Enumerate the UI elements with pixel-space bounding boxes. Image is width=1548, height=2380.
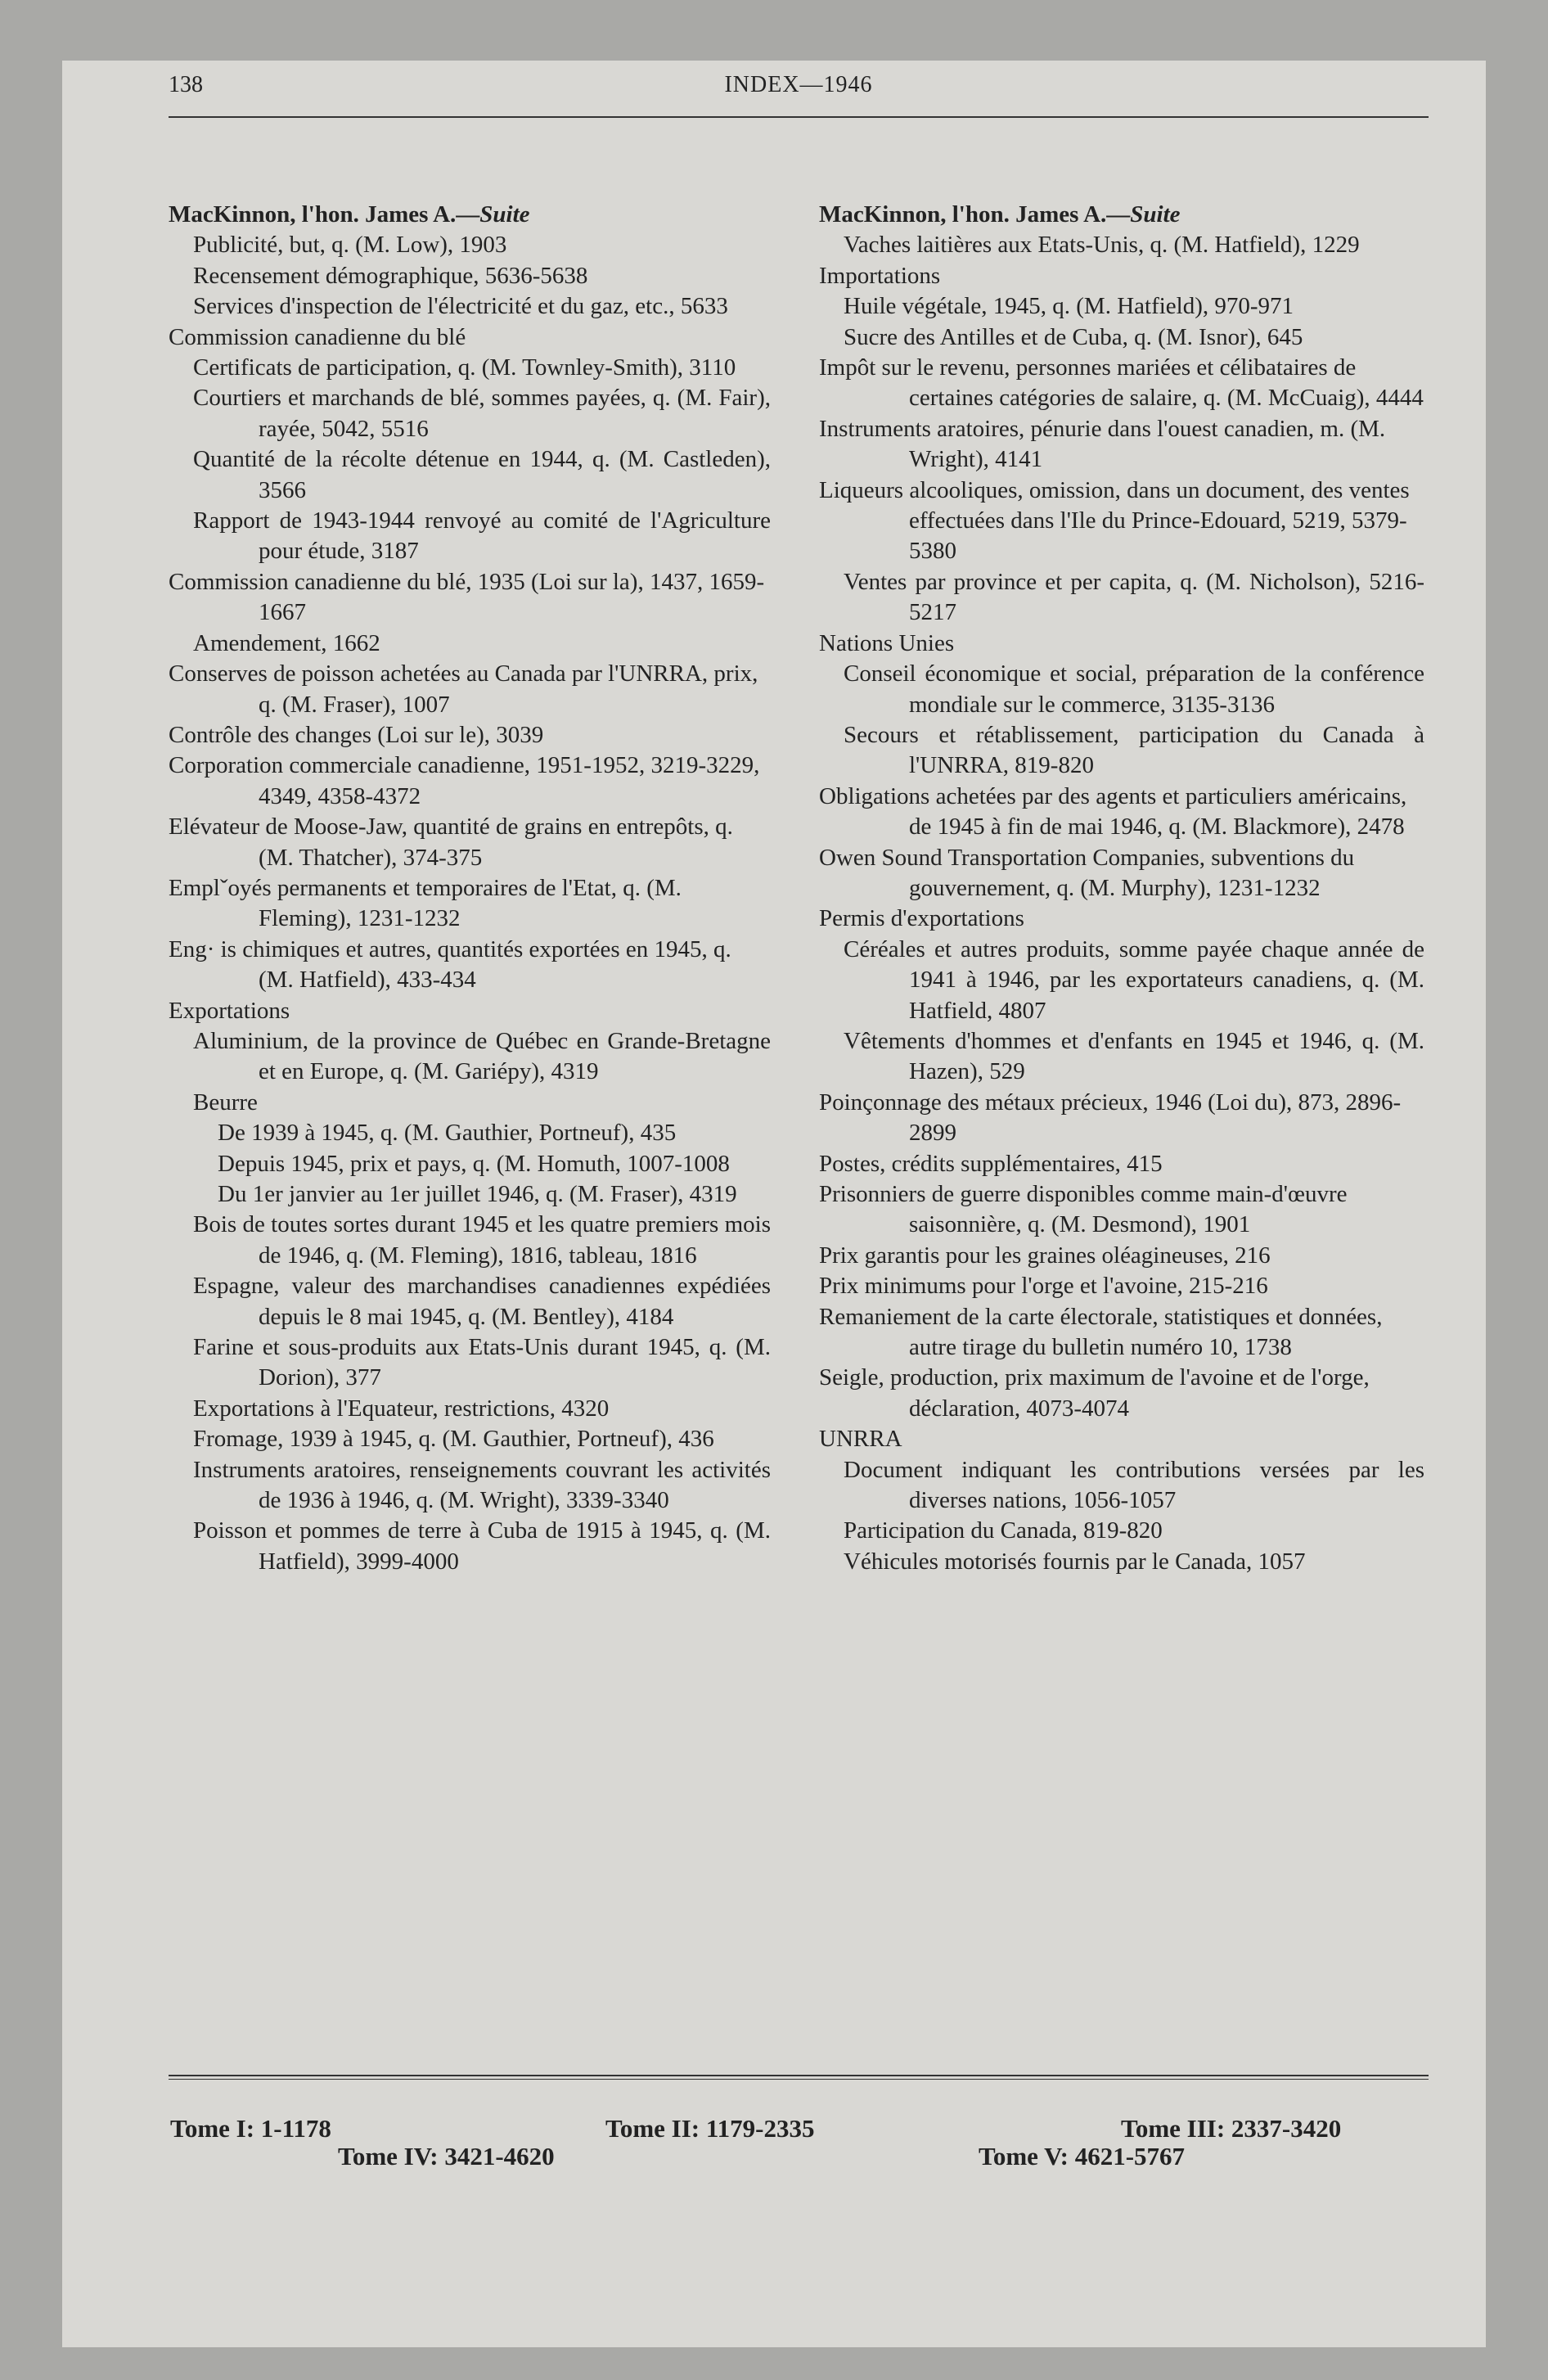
index-entry: Publicité, but, q. (M. Low), 1903 (193, 232, 507, 259)
column-heading: MacKinnon, l'hon. James A.—Suite (819, 201, 1181, 228)
index-entry: Espagne, valeur des marchandises canadiennes expédiées depuis le 8 mai 1945, q. (M. Bentley), 4184 (193, 1273, 771, 1330)
index-entry: Beurre (193, 1089, 258, 1116)
index-entry: UNRRA (819, 1426, 902, 1453)
index-entry: Véhicules motorisés fournis par le Canada, 1057 (844, 1548, 1306, 1575)
tome-2: Tome II: 1179-2335 (605, 2114, 815, 2143)
index-entry: Liqueurs alcooliques, omission, dans un document, des ventes effectuées dans l'Ile du Prince-Edouard, 5219, 5379-5380 (819, 476, 1410, 565)
index-entry: Sucre des Antilles et de Cuba, q. (M. Isnor), 645 (844, 323, 1303, 350)
index-entry: Poinçonnage des métaux précieux, 1946 (Loi du), 873, 2896-2899 (819, 1089, 1402, 1147)
index-entry: Conseil économique et social, préparation de la conférence mondiale sur le commerce, 3135-3136 (844, 660, 1424, 718)
right-column (819, 200, 1424, 1577)
index-entry: Owen Sound Transportation Companies, subventions du gouvernement, q. (M. Murphy), 1231-1232 (819, 844, 1355, 901)
index-entry: Contrôle des changes (Loi sur le), 3039 (169, 721, 544, 748)
page-title: INDEX—1946 (724, 72, 873, 97)
left-column (169, 200, 771, 1577)
index-entry: Rapport de 1943-1944 renvoyé au comité de l'Agriculture pour étude, 3187 (193, 507, 771, 565)
index-entry: Céréales et autres produits, somme payée chaque année de 1941 à 1946, par les exportateurs canadiens, q. (M. Hatfield, 4807 (844, 935, 1424, 1024)
index-entry: Farine et sous-produits aux Etats-Unis durant 1945, q. (M. Dorion), 377 (193, 1334, 771, 1391)
index-entry: Exportations à l'Equateur, restrictions, 4320 (193, 1395, 610, 1422)
index-entry: Certificats de participation, q. (M. Townley-Smith), 3110 (193, 354, 736, 381)
tome-3: Tome III: 2337-3420 (1121, 2114, 1342, 2143)
header-rule (169, 116, 1429, 118)
index-entry: Recensement démographique, 5636-5638 (193, 262, 588, 289)
footer-rule-thin (169, 2079, 1429, 2080)
index-entry: Services d'inspection de l'électricité et du gaz, etc., 5633 (193, 293, 728, 320)
index-entry: Document indiquant les contributions versées par les diverses nations, 1056-1057 (844, 1456, 1424, 1514)
index-entry: Impôt sur le revenu, personnes mariées et célibataires de certaines catégories de salaire, q. (M. McCuaig), 4444 (819, 354, 1424, 412)
footer-rule (169, 2075, 1429, 2076)
index-entry: Eng· is chimiques et autres, quantités exportées en 1945, q. (M. Hatfield), 433-434 (169, 935, 731, 994)
tome-4: Tome IV: 3421-4620 (338, 2142, 555, 2170)
index-entry: Ventes par province et per capita, q. (M. Nicholson), 5216-5217 (844, 568, 1424, 626)
index-entry: Prix minimums pour l'orge et l'avoine, 215-216 (819, 1273, 1268, 1300)
index-entry: Postes, crédits supplémentaires, 415 (819, 1150, 1163, 1177)
index-entry: Remaniement de la carte électorale, statistiques et données, autre tirage du bulletin numéro 10, 1738 (819, 1303, 1383, 1361)
index-entry: Nations Unies (819, 629, 955, 656)
index-entry: Poisson et pommes de terre à Cuba de 1915 à 1945, q. (M. Hatfield), 3999-4000 (193, 1517, 771, 1575)
index-entry: Participation du Canada, 819-820 (844, 1517, 1163, 1544)
index-entries (819, 230, 1424, 1577)
index-entry: Commission canadienne du blé (169, 323, 466, 350)
index-entry: Aluminium, de la province de Québec en Grande-Bretagne et en Europe, q. (M. Gariépy), 4319 (193, 1027, 771, 1085)
index-entry: De 1939 à 1945, q. (M. Gauthier, Portneuf), 435 (218, 1120, 677, 1147)
index-entry: Depuis 1945, prix et pays, q. (M. Homuth, 1007-1008 (218, 1150, 730, 1177)
index-entry: Secours et rétablissement, participation du Canada à l'UNRRA, 819-820 (844, 721, 1424, 779)
running-header (169, 72, 1429, 105)
index-entry: Obligations achetées par des agents et particuliers américains, de 1945 à fin de mai 1946, q. (M. Blackmore), 2478 (819, 782, 1407, 841)
index-entry: Amendement, 1662 (193, 629, 380, 656)
index-entry: Conserves de poisson achetées au Canada par l'UNRRA, prix, q. (M. Fraser), 1007 (169, 660, 758, 718)
page-number: 138 (169, 72, 203, 97)
index-entry: Courtiers et marchands de blé, sommes payées, q. (M. Fair), rayée, 5042, 5516 (193, 385, 771, 442)
index-entry: Quantité de la récolte détenue en 1944, q. (M. Castleden), 3566 (193, 446, 771, 503)
index-entry: Bois de toutes sortes durant 1945 et les quatre premiers mois de 1946, q. (M. Fleming), 1816, tableau, 1816 (193, 1211, 771, 1269)
index-entry: Instruments aratoires, pénurie dans l'ouest canadien, m. (M. Wright), 4141 (819, 415, 1386, 473)
index-entry: Permis d'exportations (819, 905, 1024, 932)
index-entry: Commission canadienne du blé, 1935 (Loi sur la), 1437, 1659-1667 (169, 568, 765, 626)
index-entry: Vaches laitières aux Etats-Unis, q. (M. Hatfield), 1229 (844, 232, 1360, 259)
index-entry: Prix garantis pour les graines oléagineuses, 216 (819, 1242, 1271, 1269)
index-entry: Fromage, 1939 à 1945, q. (M. Gauthier, Portneuf), 436 (193, 1426, 714, 1453)
index-entry: Seigle, production, prix maximum de l'avoine et de l'orge, déclaration, 4073-4074 (819, 1364, 1370, 1422)
index-entry: Exportations (169, 997, 290, 1024)
column-heading: MacKinnon, l'hon. James A.—Suite (169, 201, 530, 228)
index-entry: Corporation commerciale canadienne, 1951-1952, 3219-3229, 4349, 4358-4372 (169, 752, 760, 809)
index-entry: Prisonniers de guerre disponibles comme main-d'œuvre saisonnière, q. (M. Desmond), 1901 (819, 1181, 1348, 1238)
index-entry: Instruments aratoires, renseignements couvrant les activités de 1936 à 1946, q. (M. Wright), 3339-3340 (193, 1456, 771, 1514)
index-entry: Du 1er janvier au 1er juillet 1946, q. (M. Fraser), 4319 (218, 1181, 737, 1207)
index-entries (169, 230, 771, 1577)
tome-1: Tome I: 1-1178 (170, 2114, 331, 2143)
index-entry: Importations (819, 262, 941, 289)
tome-5: Tome V: 4621-5767 (979, 2142, 1186, 2170)
index-entry: Elévateur de Moose-Jaw, quantité de grains en entrepôts, q. (M. Thatcher), 374-375 (169, 814, 733, 871)
index-entry: Emplˇoyés permanents et temporaires de l'Etat, q. (M. Fleming), 1231-1232 (169, 874, 682, 932)
index-entry: Vêtements d'hommes et d'enfants en 1945 et 1946, q. (M. Hazen), 529 (844, 1027, 1424, 1085)
index-entry: Huile végétale, 1945, q. (M. Hatfield), 970-971 (844, 293, 1294, 320)
